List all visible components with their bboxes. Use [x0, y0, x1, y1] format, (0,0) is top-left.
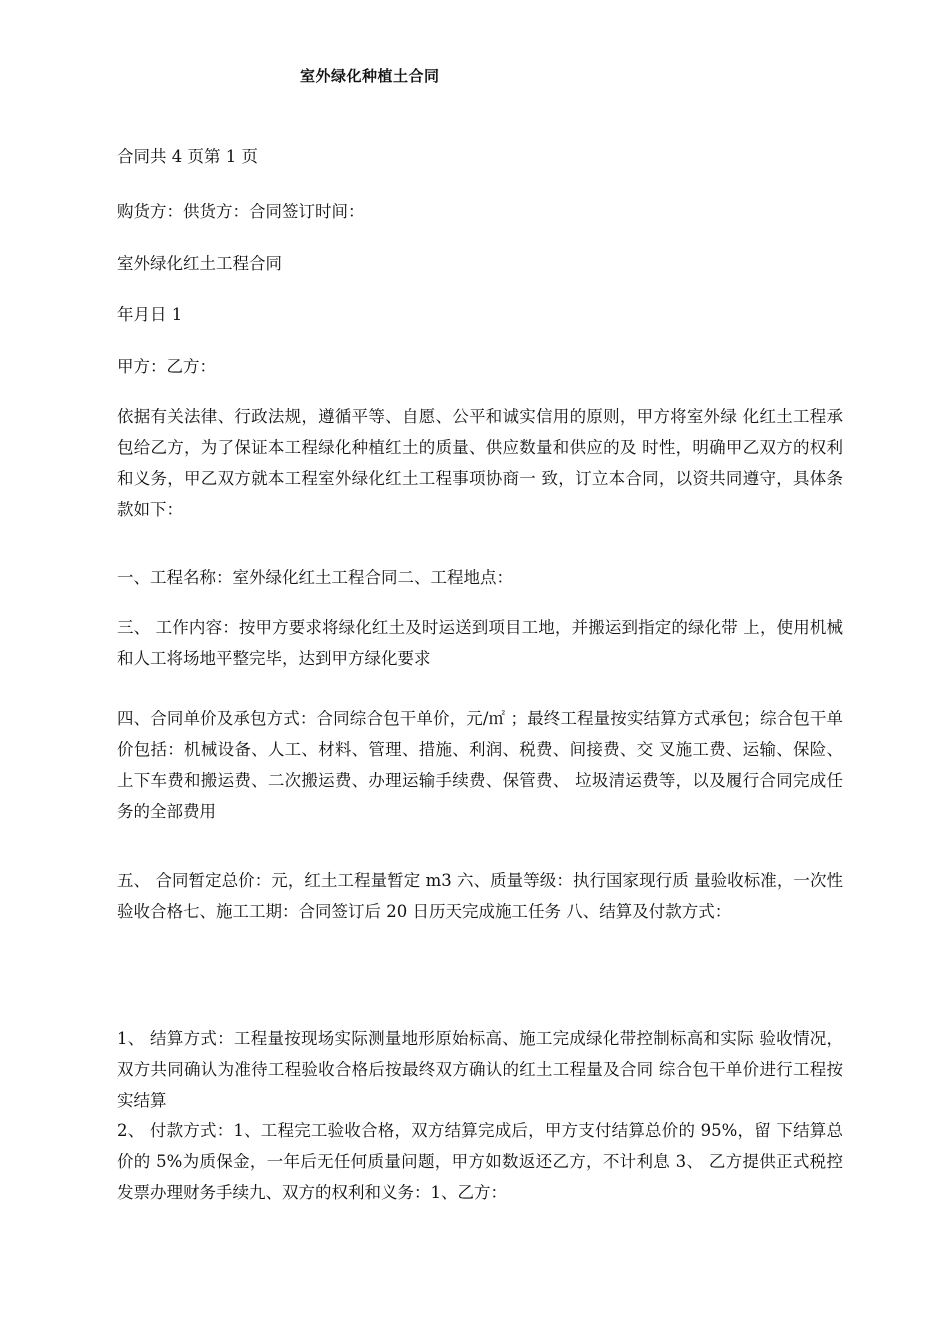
page-count-line: 合同共 4 页第 1 页: [117, 147, 258, 166]
clause-total-price: 五、 合同暂定总价：元，红土工程量暂定 m3 六、质量等级：执行国家现行质 量验收标准，一次性验收合格七、施工工期：合同签订后 20 日历天完成施工任务 八、结算及付款方式：: [117, 871, 843, 921]
clause-payment-method: 2、 付款方式：1、工程完工验收合格，双方结算完成后，甲方支付结算总价的 95%，留 下结算总价的 5%为质保金，一年后无任何质量问题，甲方如数返还乙方，不计利息 3、 乙方提供正式税控发票办理财务手续九、双方的权利和义务：1、乙方：: [117, 1121, 843, 1202]
preamble-paragraph: 依据有关法律、行政法规，遵循平等、自愿、公平和诚实信用的原则，甲方将室外绿 化红土工程承包给乙方，为了保证本工程绿化种植红土的质量、供应数量和供应的及 时性，明确甲乙双方的权利和义务，甲乙双方就本工程室外绿化红土工程事项协商一 致，订立本合同，以资共同遵守，具体条款如下：: [117, 407, 843, 519]
clause-work-content: 三、 工作内容：按甲方要求将绿化红土及时运送到项目工地，并搬运到指定的绿化带 上，使用机械和人工将场地平整完毕，达到甲方绿化要求: [117, 618, 843, 668]
clause-settlement-method: 1、 结算方式：工程量按现场实际测量地形原始标高、施工完成绿化带控制标高和实际 验收情况，双方共同确认为准待工程验收合格后按最终双方确认的红土工程量及合同 综合包干单价进行工程按实结算: [117, 1029, 843, 1110]
document-title: 室外绿化种植土合同: [300, 67, 440, 85]
clause-unit-price: 四、合同单价及承包方式：合同综合包干单价，元/㎡ ；最终工程量按实结算方式承包；综合包干单价包括：机械设备、人工、材料、管理、措施、利润、税费、间接费、交 叉施工费、运输、保险、上下车费和搬运费、二次搬运费、办理运输手续费、保管费、 垃圾清运费等，以及履行合同完成任务的全部费用: [117, 709, 843, 821]
clause-project-name: 一、工程名称：室外绿化红土工程合同二、工程地点：: [117, 568, 513, 587]
parties-header-line: 购货方：供货方：合同签订时间：: [117, 202, 365, 221]
date-line: 年月日 1: [117, 305, 183, 324]
contract-subtitle: 室外绿化红土工程合同: [117, 254, 282, 273]
party-a-b-line: 甲方：乙方：: [117, 357, 216, 376]
